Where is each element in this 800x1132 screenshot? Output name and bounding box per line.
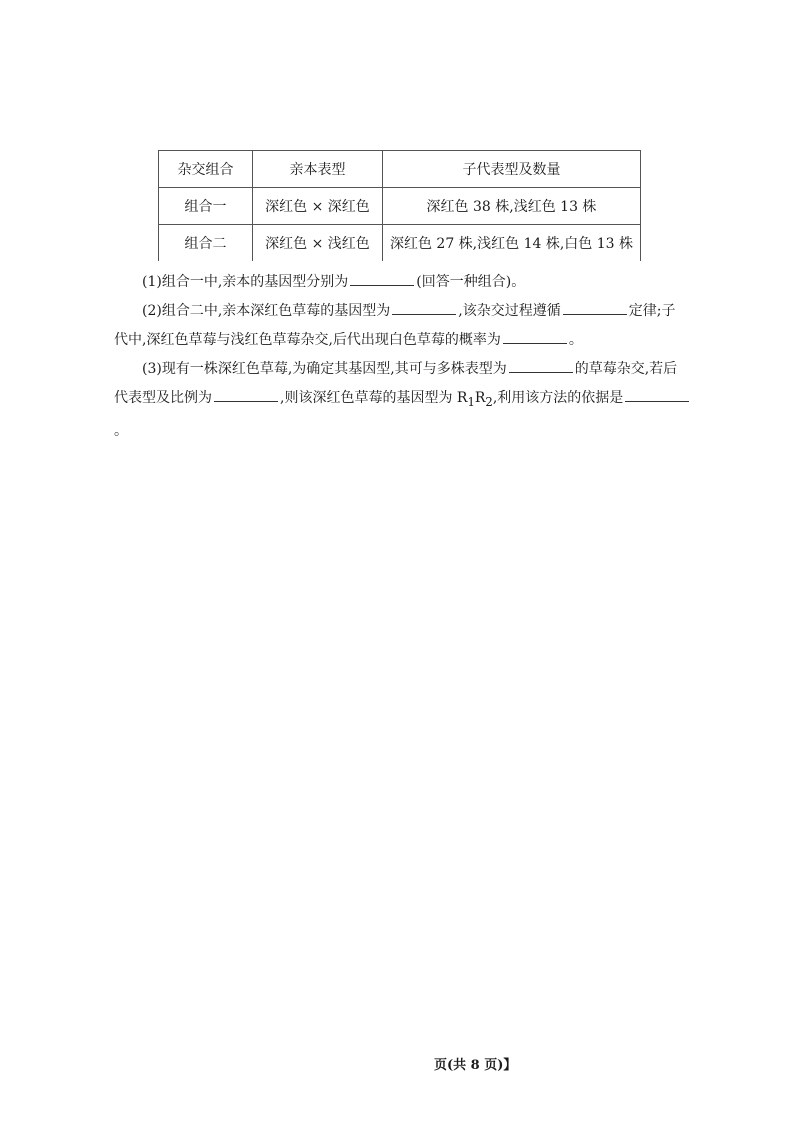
answer-blank <box>625 387 689 402</box>
cross-table <box>158 150 641 261</box>
q2-line2-end: 。 <box>568 332 583 348</box>
cell-parents: 深红色 × 浅红色 <box>253 225 383 262</box>
question-block <box>114 268 700 446</box>
cell-group: 组合一 <box>159 188 253 225</box>
q2-text-post: 定律;子 <box>628 303 676 319</box>
allele-r: R <box>474 390 486 406</box>
q3-text-post: 的草莓杂交,若后 <box>574 361 678 377</box>
question-3 <box>114 355 700 384</box>
table-row <box>159 188 641 225</box>
cell-offspring: 深红色 38 株,浅红色 13 株 <box>383 188 641 225</box>
answer-blank <box>392 300 456 315</box>
table-header-row <box>159 151 641 188</box>
q2-text-mid: ,该杂交过程遵循 <box>458 303 561 319</box>
q3-line2-text: 代表型及比例为 <box>114 390 212 406</box>
cell-parents: 深红色 × 深红色 <box>253 188 383 225</box>
cross-table-container <box>158 150 640 261</box>
q1-text-post: (回答一种组合)。 <box>416 274 526 290</box>
answer-blank <box>503 329 567 344</box>
header-offspring: 子代表型及数量 <box>383 151 641 188</box>
header-parent-phenotype: 亲本表型 <box>253 151 383 188</box>
subscript-1: 1 <box>467 394 475 409</box>
header-cross-group: 杂交组合 <box>159 151 253 188</box>
q3-genotype-text: ,则该深红色草莓的基因型为 R <box>280 390 468 406</box>
table-row <box>159 225 641 262</box>
answer-blank <box>350 271 414 286</box>
cell-group: 组合二 <box>159 225 253 262</box>
q2-line2-text: 代中,深红色草莓与浅红色草莓杂交,后代出现白色草莓的概率为 <box>114 332 501 348</box>
question-3-cont <box>114 384 700 446</box>
cell-offspring: 深红色 27 株,浅红色 14 株,白色 13 株 <box>383 225 641 262</box>
page-footer: 页(共 8 页)】 <box>434 1058 517 1073</box>
q3-line2-end: 。 <box>114 422 128 439</box>
q3-basis-text: ,利用该方法的依据是 <box>492 390 624 406</box>
answer-blank <box>563 300 627 315</box>
q1-text-pre: (1)组合一中,亲本的基因型分别为 <box>142 274 349 290</box>
q2-text-pre: (2)组合二中,亲本深红色草莓的基因型为 <box>142 303 391 319</box>
answer-blank <box>509 358 573 373</box>
subscript-2: 2 <box>485 394 493 409</box>
q3-text-pre: (3)现有一株深红色草莓,为确定其基因型,其可与多株表型为 <box>142 361 507 377</box>
question-2 <box>114 297 700 326</box>
answer-blank <box>214 387 278 402</box>
question-1 <box>114 268 700 297</box>
question-2-cont <box>114 326 700 355</box>
